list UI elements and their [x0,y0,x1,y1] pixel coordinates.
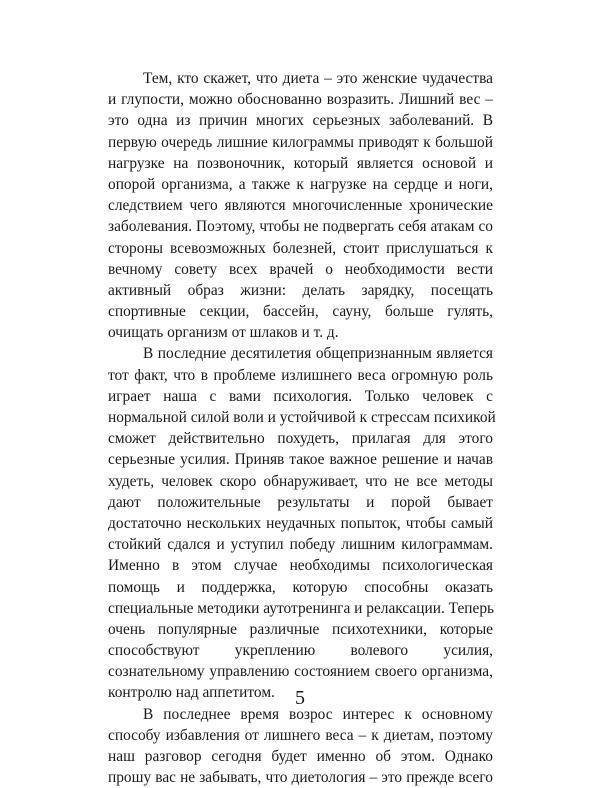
text-line: достаточно нескольких неудачных попыток, чтобы самый [108,514,493,532]
text-line: следствием чего являются многочисленные хронические [108,197,493,215]
text-line: наш разговор сегодня будет именно об этом. Однако [108,748,493,765]
text-line: тот факт, что в проблеме излишнего веса огромную роль [108,366,493,384]
text-line: заболевания. Поэтому, чтобы не подвергать себя атакам со [108,218,493,236]
text-line: сможет действительно похудеть, прилагая для этого [108,430,493,448]
page-number: 5 [295,687,305,709]
text-line: спортивные секции, бассейн, сауну, больше гулять, [108,303,493,321]
text-line: способствуют укреплению волевого усилия, [108,642,493,660]
text-line: это одна из причин многих серьезных заболеваний. В [108,112,493,130]
text-line: дают положительные результаты и порой бывает [108,493,493,511]
text-line: худеть, человек скоро обнаруживает, что не все методы [108,472,493,490]
text-line: способу избавления от лишнего веса – к диетам, поэтому [108,726,493,744]
text-line: нагрузке на позвоночник, который является основой и [108,154,493,172]
text-line: Тем, кто скажет, что диета – это женские чудачества [143,70,493,87]
text-line: стойкий сдался и уступил победу лишним килограммам. [108,536,493,554]
text-line: В последнее время возрос интерес к основному [143,705,493,723]
text-line: сознательному управлению состоянием своего организма, [108,663,493,681]
paragraph [108,704,493,788]
text-line: очень популярные различные психотехники, которые [108,620,493,638]
book-page-body [108,68,496,788]
text-line: специальные методики аутотренинга и релаксации. Теперь [108,599,495,617]
text-line: активный образ жизни: делать зарядку, посещать [108,281,493,299]
text-line: очищать организм от шлаков и т. д. [108,324,339,342]
text-line: помощь и поддержка, которую способны оказать [108,578,493,596]
text-line: нормальной силой воли и устойчивой к стрессам психикой [108,409,496,426]
paragraph [108,68,493,343]
text-line: вечному совету всех врачей о необходимости вести [108,260,493,278]
paragraph [108,343,496,703]
text-line: первую очередь лишние килограммы приводят к большой [108,133,493,151]
text-line: контролю над аппетитом. [108,684,275,702]
text-line: серьезные усилия. Приняв такое важное решение и начав [108,451,493,469]
text-line: играет наша с вами психология. Только человек с [108,387,493,405]
text-line: В последние десятилетия общепризнанным является [143,345,493,363]
text-line: и глупости, можно обоснованно возразить. Лишний вес – [108,91,493,109]
text-line: стороны всевозможных болезней, стоит прислушаться к [108,239,493,257]
text-line: опорой организма, а также к нагрузке на сердце и ноги, [108,175,493,193]
text-line: прошу вас не забывать, что диетология – это прежде всего [108,769,493,787]
text-line: Именно в этом случае необходимы психологическая [108,557,493,575]
